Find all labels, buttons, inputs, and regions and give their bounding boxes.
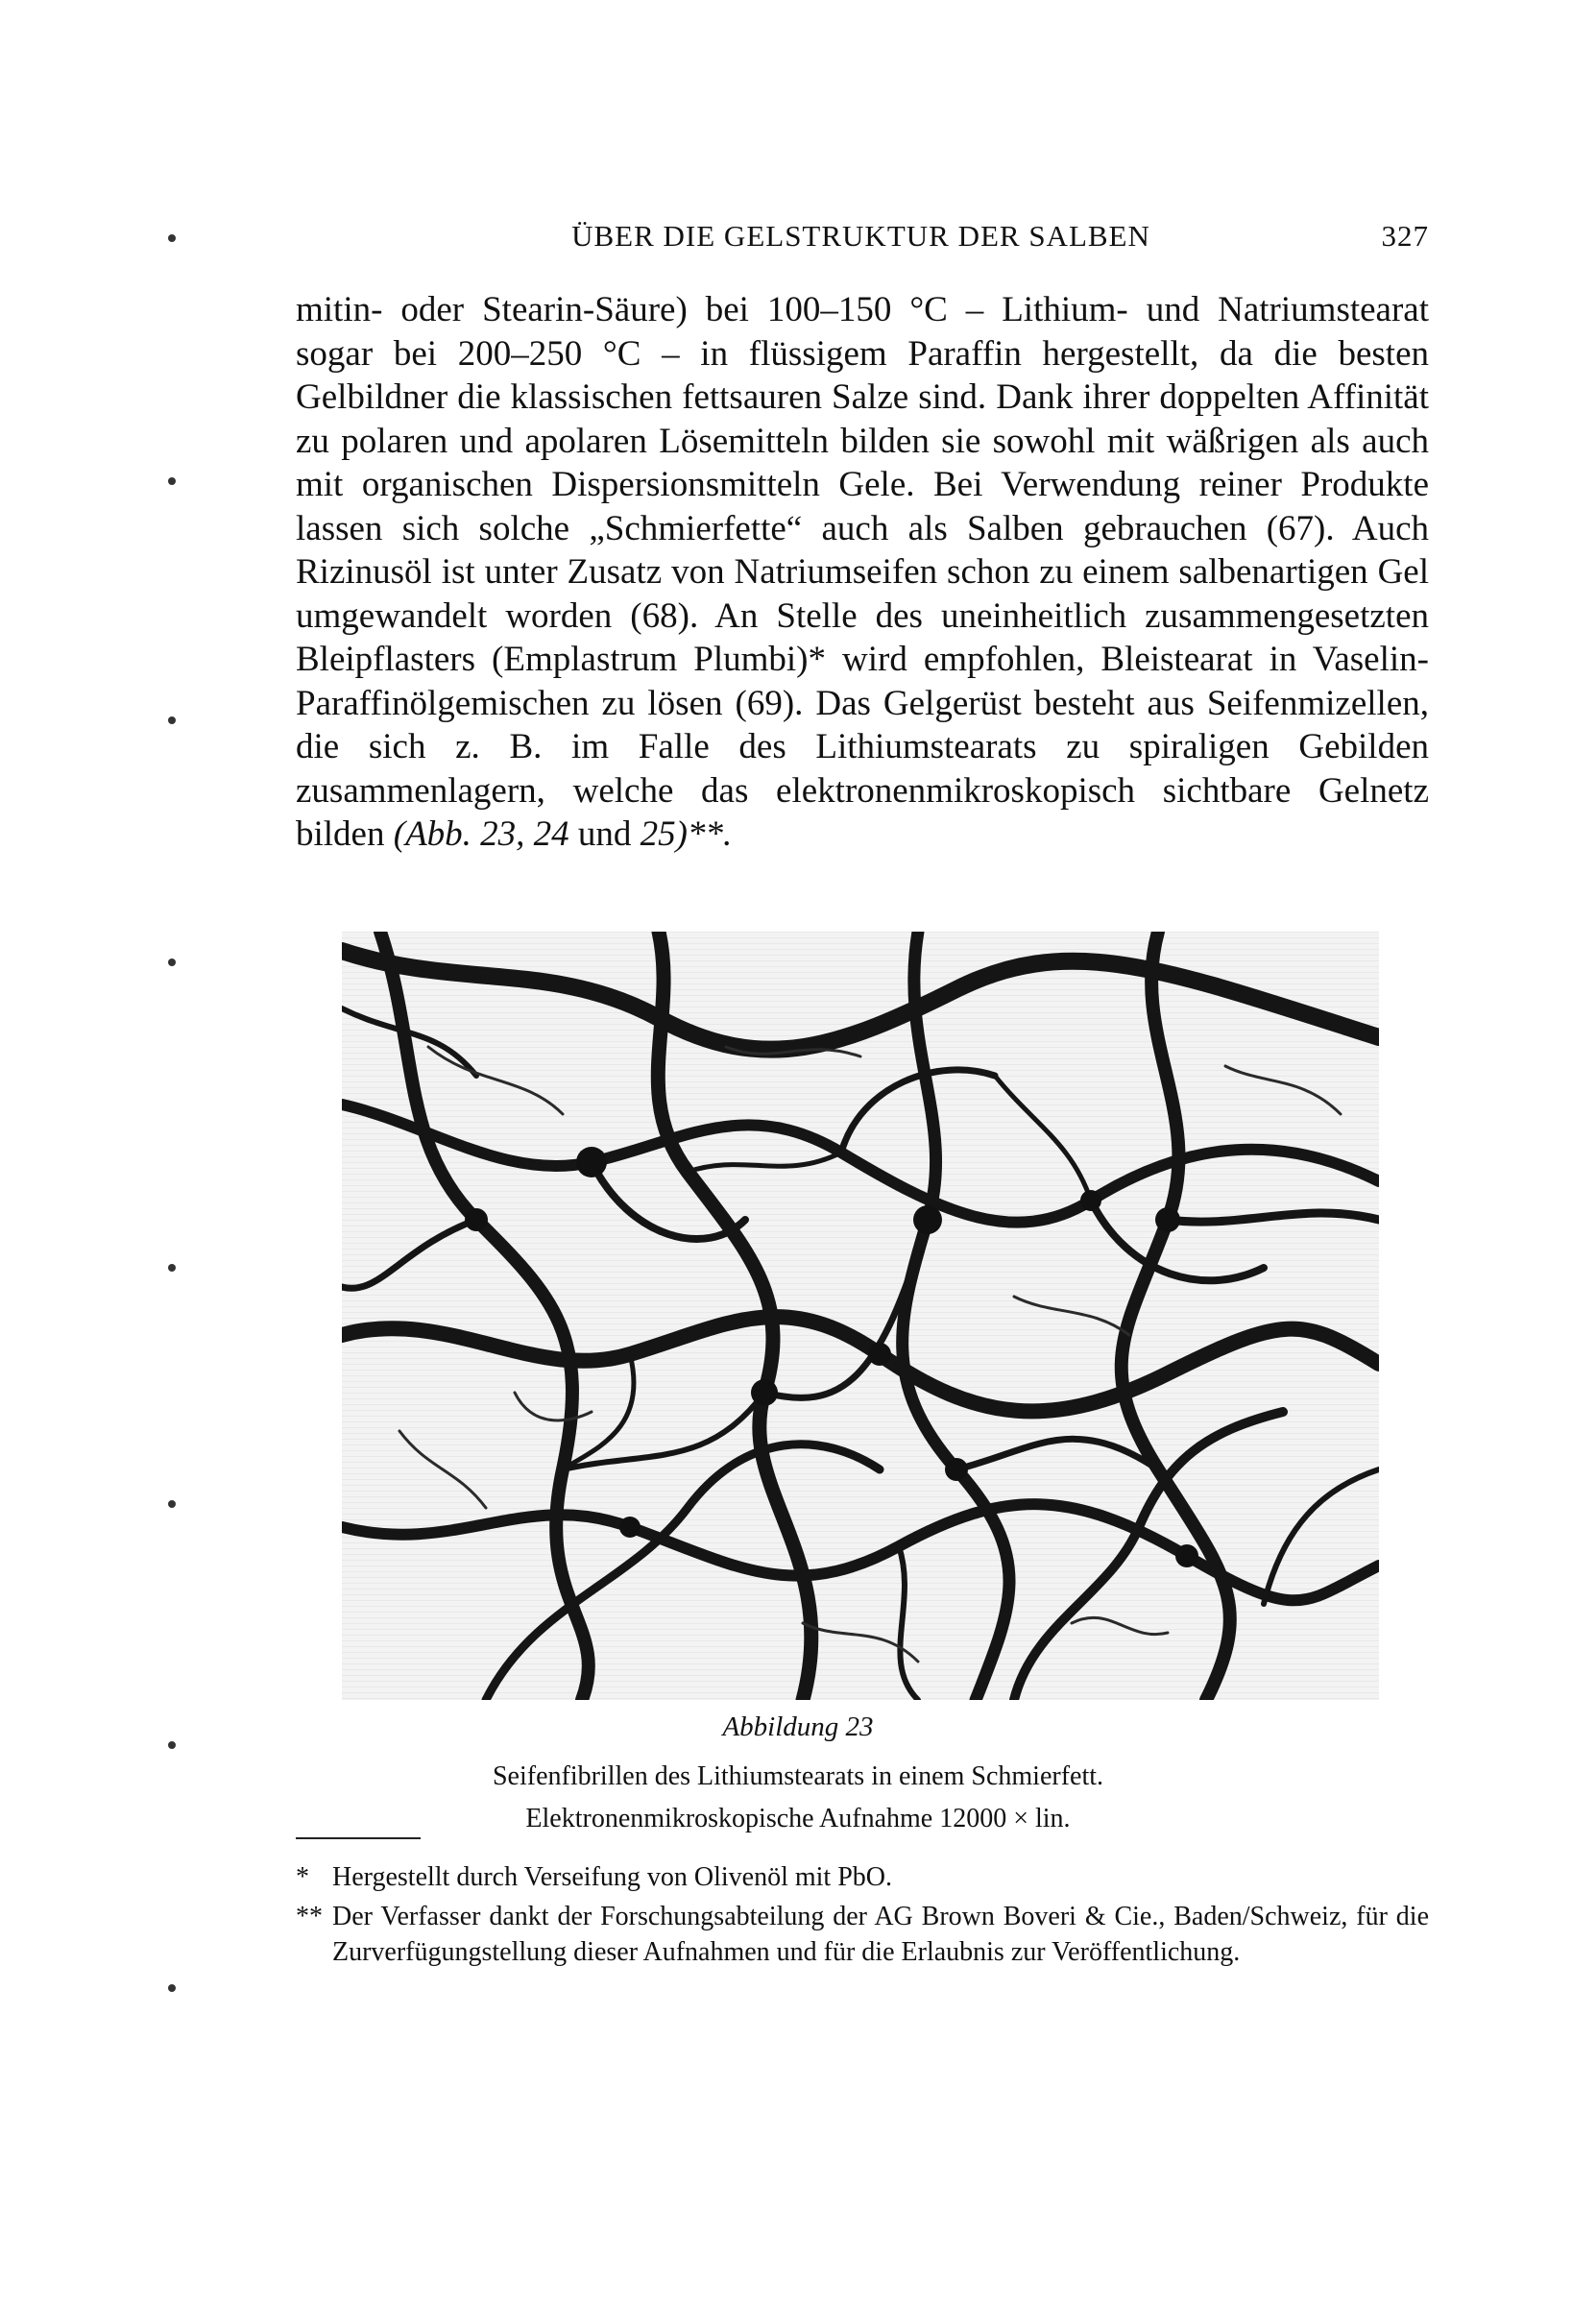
margin-mark bbox=[168, 1741, 176, 1749]
margin-mark bbox=[168, 477, 176, 485]
body-text bbox=[296, 288, 1429, 857]
body-paragraph bbox=[296, 288, 1429, 857]
figure-caption bbox=[0, 1756, 1596, 1840]
running-head bbox=[293, 219, 1429, 261]
margin-mark bbox=[168, 234, 176, 242]
footnote-text: Der Verfasser dankt der Forschungsabteilung der AG Brown Boveri & Cie., Baden/Schweiz, für die Zurverfügungstellung dieser Aufnahmen und für die Erlaubnis zur Veröffentlichung. bbox=[332, 1902, 1429, 1967]
figure-reference-abb: Abb. 23, 24 bbox=[405, 814, 569, 854]
margin-mark bbox=[168, 1984, 176, 1992]
caption-line-1: Seifenfibrillen des Lithiumstearats in einem Schmierfett. bbox=[492, 1761, 1104, 1791]
footnotes bbox=[296, 1859, 1429, 1974]
fibril-network-illustration bbox=[342, 932, 1379, 1700]
figure-reference-last: 25 bbox=[640, 814, 676, 854]
margin-mark bbox=[168, 716, 176, 724]
running-title: ÜBER DIE GELSTRUKTUR DER SALBEN bbox=[571, 219, 1150, 253]
footnote-item bbox=[296, 1899, 1429, 1970]
figure-reference-close: )**. bbox=[675, 814, 733, 854]
figure-reference-und: und bbox=[568, 814, 641, 854]
footnote-item bbox=[296, 1859, 1429, 1895]
footnote-divider bbox=[296, 1837, 421, 1839]
footnote-marker: ** bbox=[296, 1902, 323, 1931]
margin-mark bbox=[168, 1264, 176, 1272]
figure-label: Abbildung 23 bbox=[722, 1711, 874, 1742]
page-number: 327 bbox=[1381, 219, 1429, 253]
footnote-marker: * bbox=[296, 1862, 309, 1892]
micrograph-image bbox=[342, 932, 1379, 1700]
footnote-text: Hergestellt durch Verseifung von Olivenöl mit PbO. bbox=[332, 1862, 892, 1892]
figure-reference-open: ( bbox=[393, 814, 406, 854]
margin-mark bbox=[168, 1500, 176, 1508]
caption-line-2: Elektronenmikroskopische Aufnahme 12000 × lin. bbox=[525, 1804, 1071, 1833]
paragraph-text: mitin- oder Stearin-Säure) bei 100–150 °C – Lithium- und Natriumstearat sogar bei 200–250 °C – in flüssigem Paraffin hergestellt, da die besten Gelbildner die klassischen fettsauren Salze sind. Dank ihrer doppelten Affinität zu polaren und apolaren Lösemitteln bilden sie sowohl mit wäßrigen als auch mit organischen Dispersionsmitteln Gele. Bei Verwendung reiner Produkte lassen sich solche „Schmierfette“ auch als Salben gebrauchen (67). Auch Rizinusöl ist unter Zusatz von Natriumseifen schon zu einem salbenartigen Gel umgewandelt worden (68). An Stelle des uneinheitlich zusammengesetzten Bleipflasters (Emplastrum Plumbi)* wird empfohlen, Bleistearat in Vaselin-Paraffinölgemischen zu lösen (69). Das Gelgerüst besteht aus Seifenmizellen, die sich z. B. im Falle des Lithiumstearats zu spiraligen Gebilden zusammenlagern, welche das elektronenmikroskopisch sichtbare Gelnetz bilden bbox=[296, 290, 1429, 854]
margin-mark bbox=[168, 959, 176, 966]
